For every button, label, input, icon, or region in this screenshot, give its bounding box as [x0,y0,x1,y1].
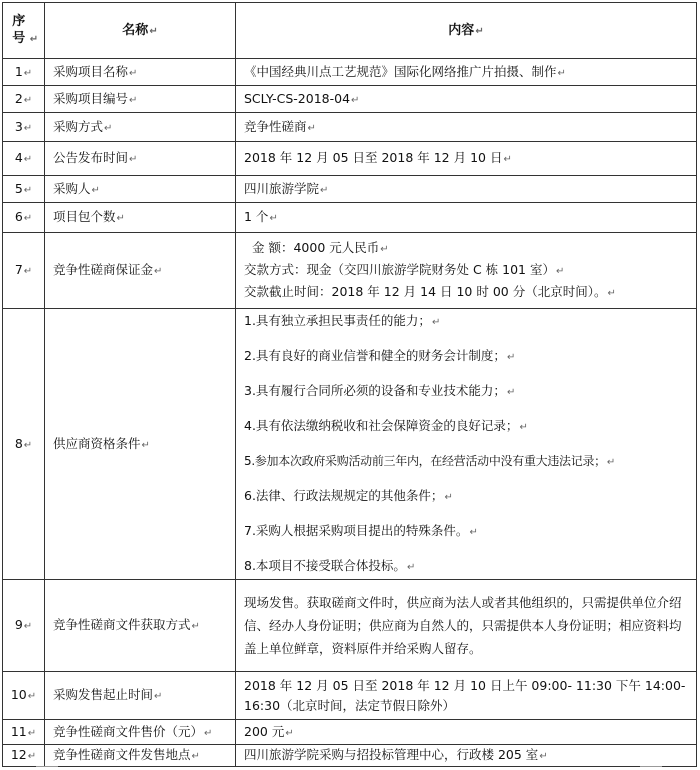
row-content: 竞争性磋商↵ [236,113,697,142]
paragraph-mark-icon: ↵ [149,25,158,37]
procurement-info-table [2,2,697,767]
table-row [3,113,697,142]
row-name: 公告发布时间↵ [45,142,236,176]
row-content: 200 元↵ [236,720,697,745]
paragraph-mark-icon: ↵ [503,154,512,165]
row-seq: 4↵ [3,142,45,176]
row-seq: 5↵ [3,176,45,203]
row-content [236,233,697,309]
paragraph-mark-icon: ↵ [27,727,37,739]
row-content: 1 个↵ [236,203,697,233]
page-footer-rule [0,762,700,770]
header-name-label: 名称 [122,22,149,38]
row-name: 采购项目编号↵ [45,86,236,113]
row-seq: 12↵ [3,745,45,767]
paragraph-mark-icon: ↵ [519,421,528,433]
row-content: 四川旅游学院↵ [236,176,697,203]
table-row [3,59,697,86]
paragraph-mark-icon: ↵ [469,526,478,538]
paragraph-mark-icon: ↵ [269,213,278,224]
row-seq: 9↵ [3,580,45,672]
paragraph-mark-icon: ↵ [141,439,150,451]
row-name: 竞争性磋商文件发售地点↵ [45,745,236,767]
deposit-deadline: 交款截止时间：2018 年 12 月 14 日 10 时 00 分（北京时间）。↵ [244,284,616,299]
row-name: 项目包个数↵ [45,203,236,233]
paragraph-mark-icon: ↵ [351,94,360,106]
row-name: 竞争性磋商文件获取方式↵ [45,580,236,672]
paragraph-mark-icon: ↵ [607,288,616,299]
paragraph-mark-icon: ↵ [27,751,37,762]
row-seq: 10↵ [3,672,45,720]
paragraph-mark-icon: ↵ [23,154,33,165]
qualification-item: 2.具有良好的商业信誉和健全的财务会计制度；↵ [244,347,516,363]
paragraph-mark-icon: ↵ [539,751,548,762]
paragraph-mark-icon: ↵ [555,266,565,277]
paragraph-mark-icon: ↵ [557,67,566,79]
paragraph-mark-icon: ↵ [285,727,294,739]
table-row [3,203,697,233]
row-seq: 3↵ [3,113,45,142]
table-header-row [3,3,697,59]
paragraph-mark-icon: ↵ [506,351,516,363]
row-name: 采购发售起止时间↵ [45,672,236,720]
paragraph-mark-icon: ↵ [129,67,138,79]
paragraph-mark-icon: ↵ [104,122,113,134]
paragraph-mark-icon: ↵ [506,386,516,398]
footer-rule-right [640,766,662,767]
paragraph-mark-icon: ↵ [307,122,316,134]
qualification-item: 5.参加本次政府采购活动前三年内，在经营活动中没有重大违法记录；↵ [244,453,615,468]
header-seq [3,3,45,59]
paragraph-mark-icon: ↵ [129,154,138,165]
row-name: 供应商资格条件↵ [45,309,236,580]
row-seq: 11↵ [3,720,45,745]
paragraph-mark-icon: ↵ [320,184,329,196]
table-row [3,142,697,176]
deposit-amount: 金 额：4000 元人民币↵ [252,240,389,255]
row-content: 2018 年 12 月 05 日至 2018 年 12 月 10 日上午 09:00- 11:30 下午 14:00-16:30（北京时间，法定节假日除外） [236,672,697,720]
row-content: 四川旅游学院采购与招投标管理中心，行政楼 205 室↵ [236,745,697,767]
paragraph-mark-icon: ↵ [431,316,441,328]
paragraph-mark-icon: ↵ [29,34,39,45]
paragraph-mark-icon: ↵ [475,25,484,37]
row-seq: 8↵ [3,309,45,580]
paragraph-mark-icon: ↵ [129,94,138,106]
row-seq: 2↵ [3,86,45,113]
paragraph-mark-icon: ↵ [91,184,100,196]
qualification-item: 7.采购人根据采购项目提出的特殊条件。↵ [244,522,478,538]
row-content [236,309,697,580]
row-seq: 1↵ [3,59,45,86]
header-content-label: 内容 [448,22,475,38]
paragraph-mark-icon: ↵ [23,122,33,134]
paragraph-mark-icon: ↵ [23,439,33,451]
table-row [3,720,697,745]
row-name: 竞争性磋商文件售价（元）↵ [45,720,236,745]
row-seq: 7↵ [3,233,45,309]
footer-rule-left [36,766,58,767]
paragraph-mark-icon: ↵ [116,213,125,224]
table-row [3,176,697,203]
deposit-payment-method: 交款方式：现金（交四川旅游学院财务处 C 栋 101 室）↵ [244,262,565,277]
row-content: SCLY-CS-2018-04↵ [236,86,697,113]
qualification-item: 1.具有独立承担民事责任的能力；↵ [244,312,441,328]
table-row [3,233,697,309]
row-content: 现场发售。获取磋商文件时，供应商为法人或者其他组织的，只需提供单位介绍信、经办人身份证明；供应商为自然人的，只需提供本人身份证明；相应资料均盖上单位鲜章，资料原件并给采购人留存。 [236,580,697,672]
paragraph-mark-icon: ↵ [23,213,33,224]
row-name: 竞争性磋商保证金↵ [45,233,236,309]
paragraph-mark-icon: ↵ [154,266,163,277]
paragraph-mark-icon: ↵ [154,691,163,702]
paragraph-mark-icon: ↵ [406,561,416,573]
header-name [45,3,236,59]
paragraph-mark-icon: ↵ [204,727,213,739]
header-seq-label: 序号 [12,14,26,46]
row-content: 《中国经典川点工艺规范》国际化网络推广片拍摄、制作↵ [236,59,697,86]
table-row [3,580,697,672]
paragraph-mark-icon: ↵ [191,751,200,762]
row-seq: 6↵ [3,203,45,233]
paragraph-mark-icon: ↵ [444,491,453,503]
table-row [3,86,697,113]
row-name: 采购方式↵ [45,113,236,142]
row-content: 2018 年 12 月 05 日至 2018 年 12 月 10 日↵ [236,142,697,176]
paragraph-mark-icon: ↵ [191,621,200,632]
qualification-item: 8.本项目不接受联合体投标。↵ [244,557,416,573]
paragraph-mark-icon: ↵ [23,67,33,79]
paragraph-mark-icon: ↵ [23,266,33,277]
row-name: 采购人↵ [45,176,236,203]
row-name: 采购项目名称↵ [45,59,236,86]
paragraph-mark-icon: ↵ [27,691,37,702]
paragraph-mark-icon: ↵ [23,94,33,106]
header-content [236,3,697,59]
paragraph-mark-icon: ↵ [606,456,615,468]
qualification-item: 6.法律、行政法规规定的其他条件；↵ [244,487,453,503]
table-row [3,672,697,720]
qualification-item: 4.具有依法缴纳税收和社会保障资金的良好记录；↵ [244,417,528,433]
paragraph-mark-icon: ↵ [23,621,33,632]
qualification-item: 3.具有履行合同所必须的设备和专业技术能力；↵ [244,382,516,398]
paragraph-mark-icon: ↵ [23,184,33,196]
paragraph-mark-icon: ↵ [380,244,389,255]
table-row [3,309,697,580]
